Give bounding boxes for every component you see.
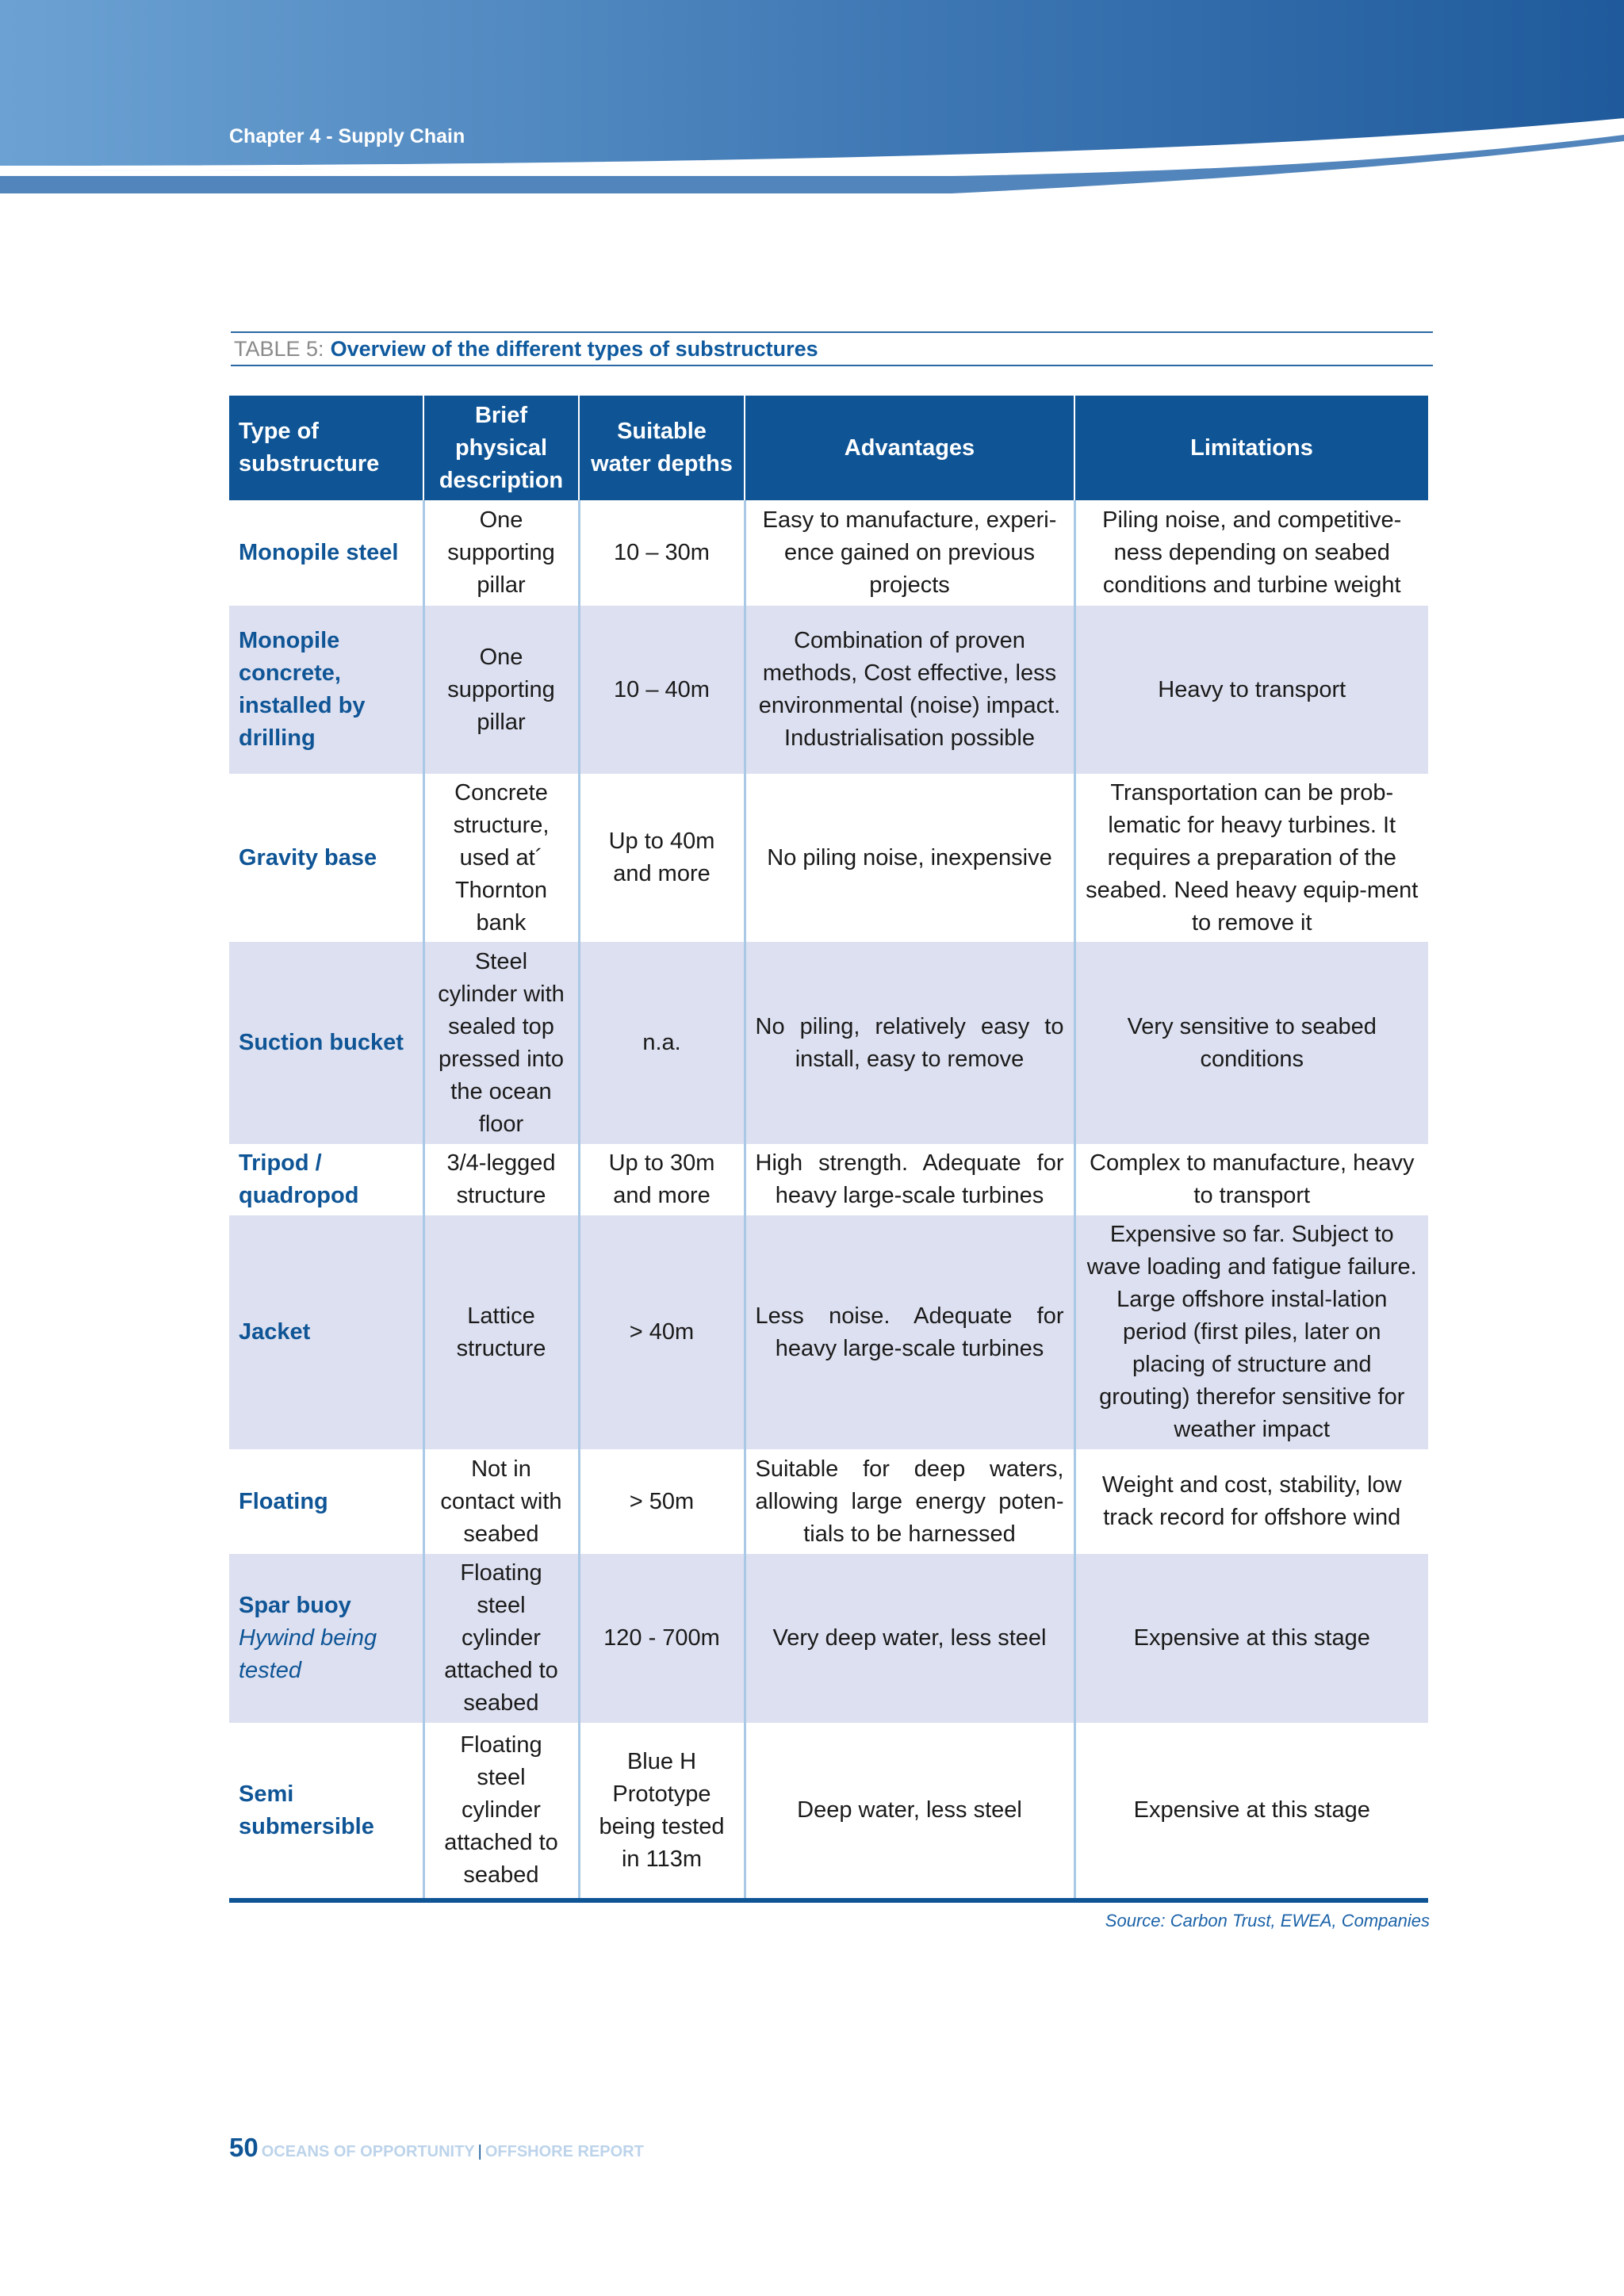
cell-limitations: Expensive at this stage: [1074, 1554, 1428, 1723]
cell-description: One supporting pillar: [423, 500, 579, 606]
cell-type: [229, 606, 423, 774]
cell-advantages: Suitable for deep waters, allowing large energy poten-tials to be harnessed: [745, 1449, 1074, 1554]
cell-depth: 120 - 700m: [579, 1554, 745, 1723]
cell-description: Floating steel cylinder attached to seabed: [423, 1723, 579, 1900]
cell-description: Not in contact with seabed: [423, 1449, 579, 1554]
cell-limitations: Heavy to transport: [1074, 606, 1428, 774]
cell-depth: 10 – 30m: [579, 500, 745, 606]
table-row: [229, 942, 1428, 1144]
cell-type: [229, 774, 423, 942]
cell-limitations: Transportation can be prob-lematic for heavy turbines. It requires a preparation of the seabed. Need heavy equip-ment to remove it: [1074, 774, 1428, 942]
table-row: [229, 500, 1428, 606]
cell-description: Steel cylinder with sealed top pressed into the ocean floor: [423, 942, 579, 1144]
cell-advantages: No piling noise, inexpensive: [745, 774, 1074, 942]
table-caption-title: Overview of the different types of substructures: [330, 336, 818, 361]
cell-depth: n.a.: [579, 942, 745, 1144]
header-limitations: Limitations: [1074, 396, 1428, 500]
table-row: [229, 774, 1428, 942]
cell-advantages: Easy to manufacture, experi-ence gained on previous projects: [745, 500, 1074, 606]
type-label: Gravity base: [239, 844, 377, 871]
cell-description: One supporting pillar: [423, 606, 579, 774]
cell-limitations: Expensive at this stage: [1074, 1723, 1428, 1900]
page-footer: [229, 2133, 644, 2163]
cell-advantages: Very deep water, less steel: [745, 1554, 1074, 1723]
type-label: Jacket: [239, 1319, 311, 1345]
publication-subtitle: OFFSHORE REPORT: [485, 2143, 644, 2160]
cell-limitations: Very sensitive to seabed conditions: [1074, 942, 1428, 1144]
type-label: Floating: [239, 1488, 328, 1514]
cell-description: 3/4-legged structure: [423, 1144, 579, 1215]
table-row: [229, 1449, 1428, 1554]
cell-description: Concrete structure, used at´ Thornton bank: [423, 774, 579, 942]
type-label: Spar buoy: [239, 1593, 351, 1618]
cell-limitations: Expensive so far. Subject to wave loading and fatigue failure. Large offshore instal-lation period (first piles, later on placing of structure and grouting) therefor sensitive for weather impact: [1074, 1215, 1428, 1449]
cell-type: [229, 1723, 423, 1900]
type-label: Semi submersible: [239, 1781, 374, 1839]
cell-type: [229, 500, 423, 606]
footer-separator: |: [477, 2143, 482, 2160]
substructures-table: [229, 396, 1428, 1903]
table-caption-prefix: TABLE 5:: [234, 336, 324, 361]
cell-type: [229, 1215, 423, 1449]
cell-depth: > 40m: [579, 1215, 745, 1449]
cell-advantages: Combination of proven methods, Cost effective, less environmental (noise) impact. Industrialisation possible: [745, 606, 1074, 774]
table-header-row: [229, 396, 1428, 500]
cell-depth: Up to 30m and more: [579, 1144, 745, 1215]
header-type: Type of substructure: [229, 396, 423, 500]
cell-limitations: Piling noise, and competitive-ness depending on seabed conditions and turbine weight: [1074, 500, 1428, 606]
type-label: Monopile steel: [239, 540, 399, 565]
table-row: [229, 1723, 1428, 1900]
cell-depth: Up to 40m and more: [579, 774, 745, 942]
header-depth: Suitable water depths: [579, 396, 745, 500]
type-label: Monopile concrete, installed by drilling: [239, 628, 366, 751]
cell-description: Lattice structure: [423, 1215, 579, 1449]
type-note: Hywind being tested: [239, 1625, 377, 1683]
table-row: [229, 1144, 1428, 1215]
cell-advantages: High strength. Adequate for heavy large-scale turbines: [745, 1144, 1074, 1215]
type-label: Suction bucket: [239, 1030, 404, 1055]
cell-description: Floating steel cylinder attached to seabed: [423, 1554, 579, 1723]
table-caption: [231, 331, 1433, 366]
chapter-label: Chapter 4 - Supply Chain: [229, 125, 465, 147]
table-row: [229, 1215, 1428, 1449]
cell-depth: Blue H Prototype being tested in 113m: [579, 1723, 745, 1900]
cell-type: [229, 942, 423, 1144]
cell-advantages: Deep water, less steel: [745, 1723, 1074, 1900]
header-banner: [0, 0, 1624, 198]
publication-title: OCEANS OF OPPORTUNITY: [261, 2143, 475, 2160]
cell-advantages: No piling, relatively easy to install, easy to remove: [745, 942, 1074, 1144]
page-number: 50: [229, 2133, 259, 2162]
header-description: Brief physical description: [423, 396, 579, 500]
cell-limitations: Weight and cost, stability, low track record for offshore wind: [1074, 1449, 1428, 1554]
source-note: Source: Carbon Trust, EWEA, Companies: [1105, 1911, 1430, 1931]
type-label: Tripod / quadropod: [239, 1150, 359, 1208]
cell-type: [229, 1449, 423, 1554]
cell-limitations: Complex to manufacture, heavy to transport: [1074, 1144, 1428, 1215]
cell-depth: > 50m: [579, 1449, 745, 1554]
cell-type: [229, 1144, 423, 1215]
table-row: [229, 606, 1428, 774]
header-advantages: Advantages: [745, 396, 1074, 500]
cell-type: [229, 1554, 423, 1723]
cell-advantages: Less noise. Adequate for heavy large-scale turbines: [745, 1215, 1074, 1449]
table-row: [229, 1554, 1428, 1723]
cell-depth: 10 – 40m: [579, 606, 745, 774]
